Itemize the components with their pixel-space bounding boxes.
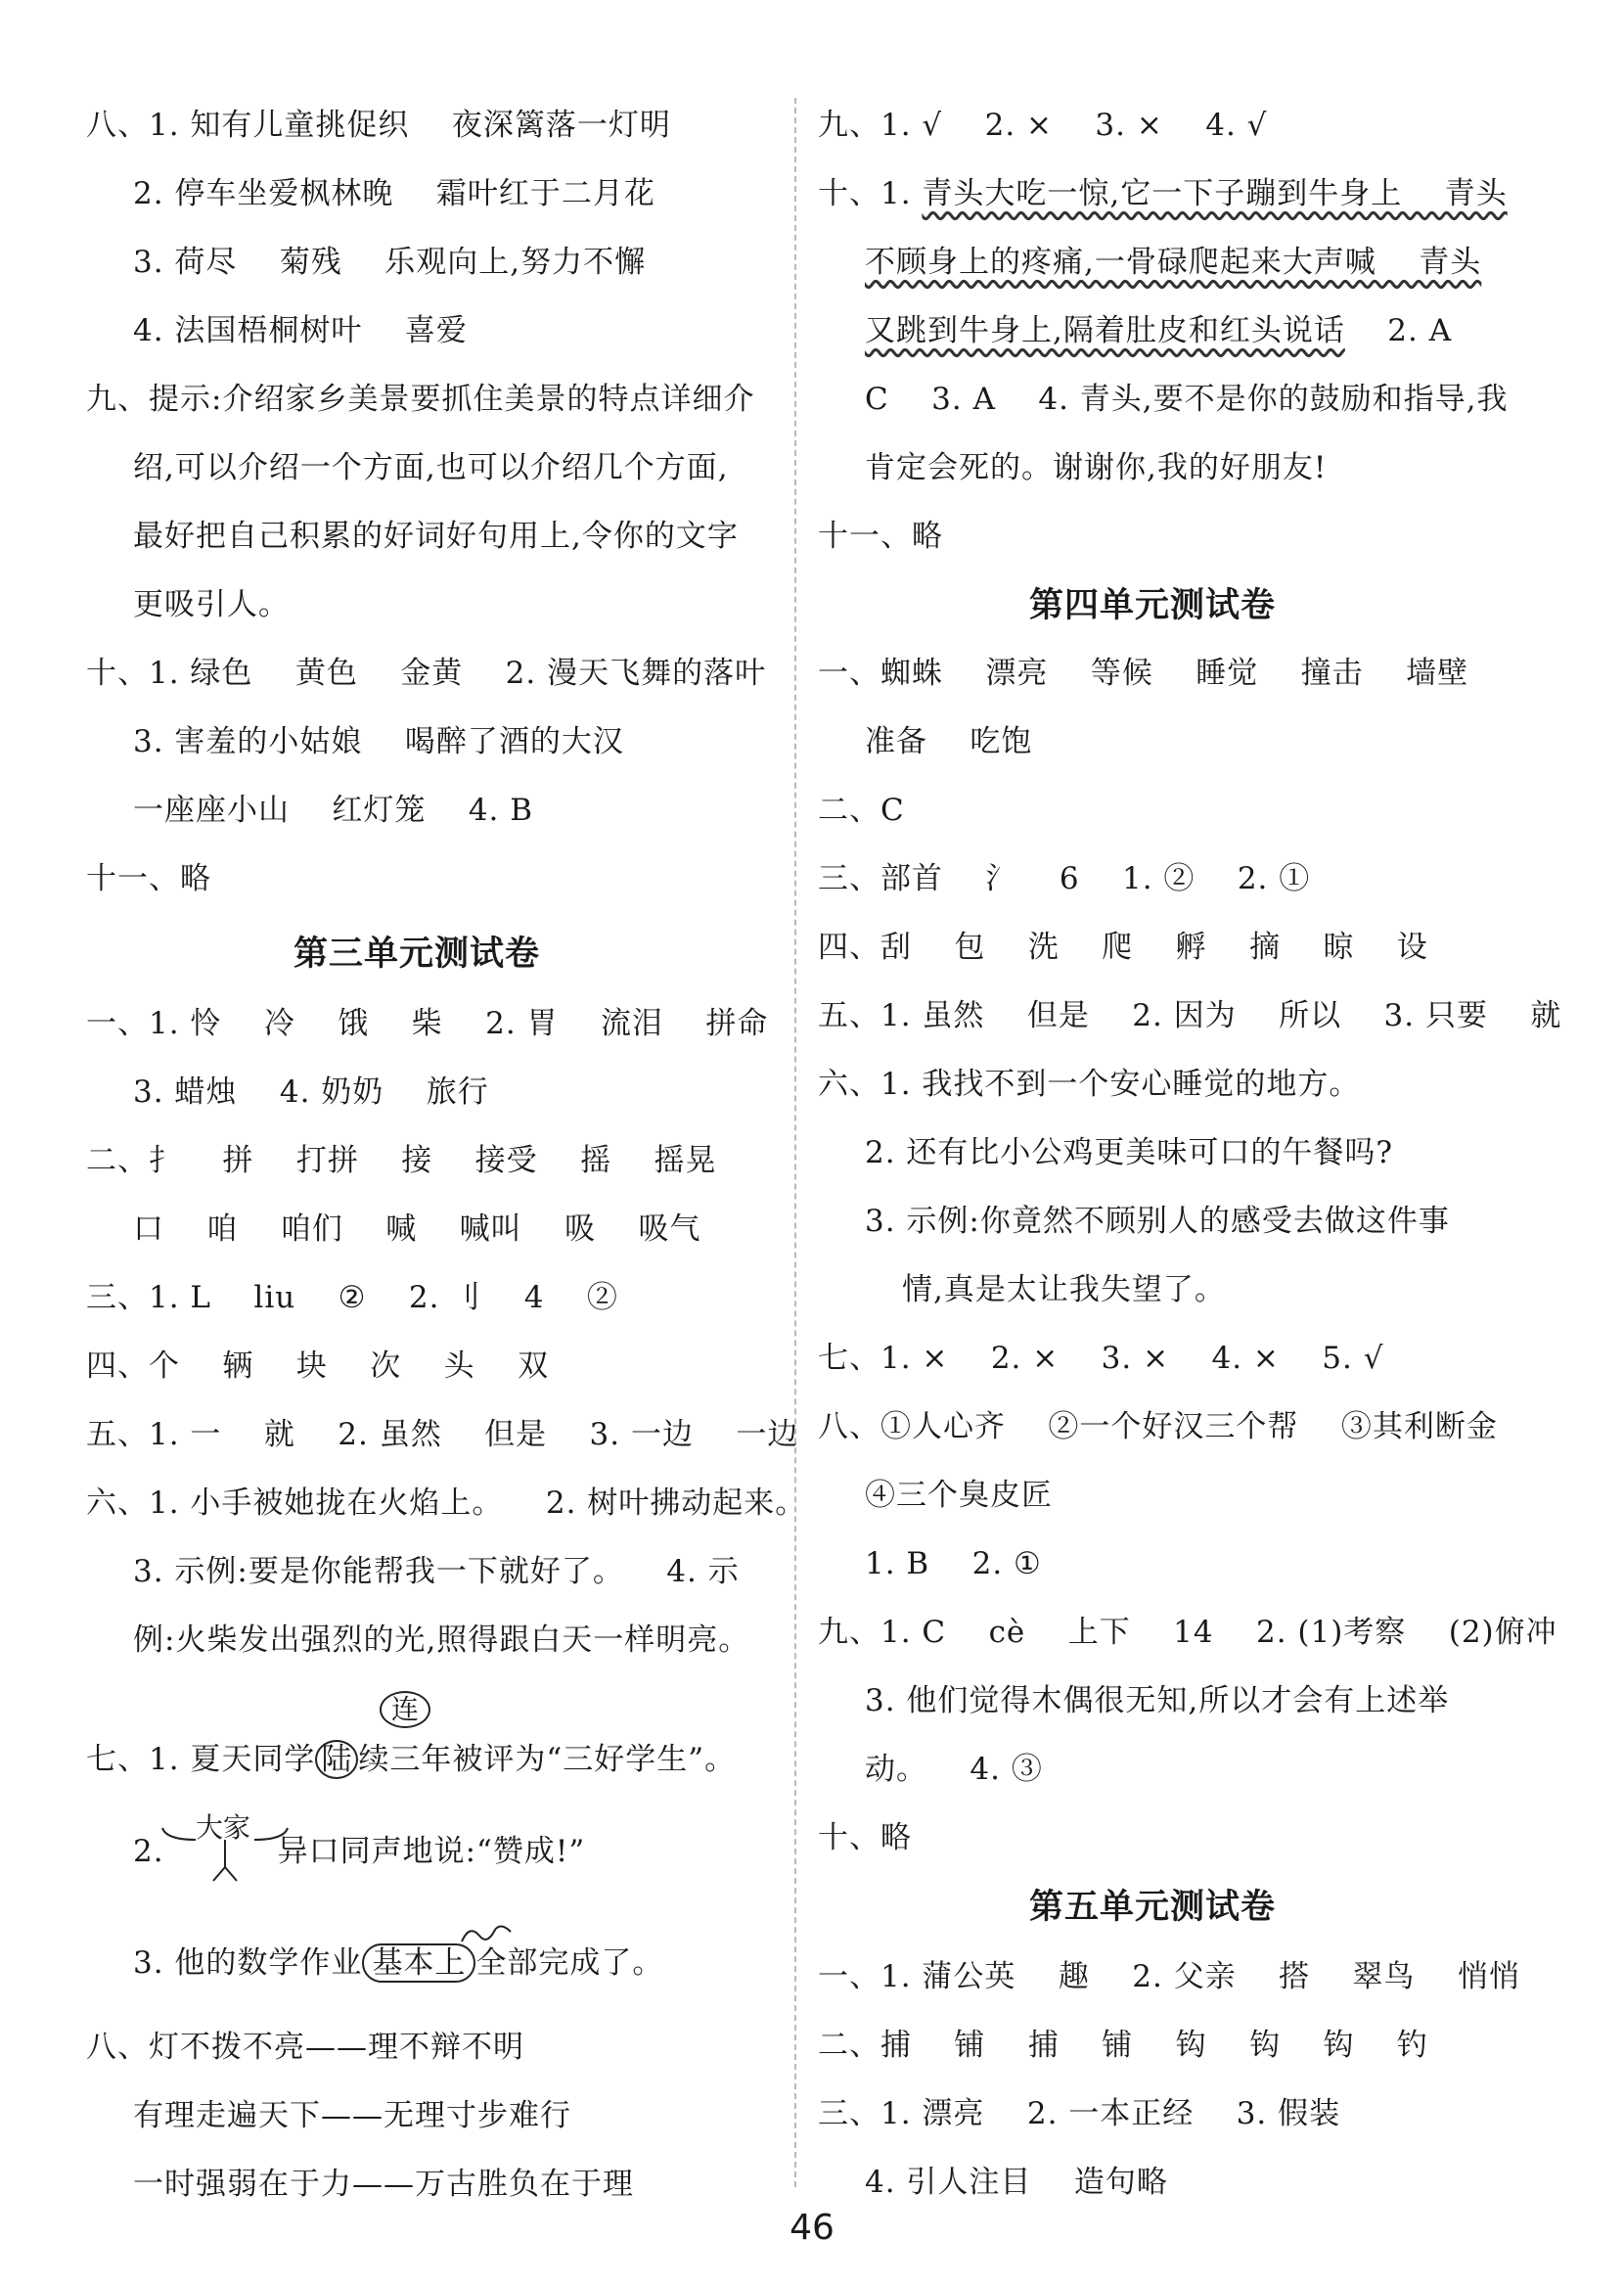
unit5-title: 第五单元测试卷 <box>1029 1888 1277 1927</box>
answer-line: 十、1. 青头大吃一惊,它一下子蹦到牛身上 青头 <box>818 176 1508 211</box>
answer-line: 六、1. 我找不到一个安心睡觉的地方。 <box>818 1067 1361 1102</box>
unit4-title: 第四单元测试卷 <box>1029 586 1277 625</box>
answer-line: 十一、略 <box>86 861 211 896</box>
answer-line: 七、1. × 2. × 3. × 4. × 5. √ <box>818 1341 1384 1376</box>
answer-line: 一、1. 蒲公英 趣 2. 父亲 搭 翠鸟 悄悄 <box>818 1959 1520 1994</box>
answer-line: 3. 示例:你竟然不顾别人的感受去做这件事 <box>865 1204 1450 1239</box>
answer-line: 最好把自己积累的好词好句用上,令你的文字 <box>133 519 739 554</box>
answer-line: 3. 他们觉得木偶很无知,所以才会有上述举 <box>865 1683 1450 1718</box>
answer-line: 二、捕 铺 捕 铺 钩 钩 钩 钓 <box>818 2028 1428 2063</box>
answer-line: 二、扌 拼 打拼 接 接受 摇 摇晃 <box>86 1143 717 1178</box>
answer-line: 情,真是太让我失望了。 <box>902 1272 1226 1307</box>
circled-phrase: 基本上 <box>362 1943 475 1983</box>
answer-line: 九、1. √ 2. × 3. × 4. √ <box>818 108 1268 143</box>
answer-line: 一时强弱在于力——万古胜负在于理 <box>133 2167 634 2202</box>
unit3-title: 第三单元测试卷 <box>293 935 541 974</box>
answer-line: 五、1. 虽然 但是 2. 因为 所以 3. 只要 就 <box>818 998 1562 1033</box>
answer-line: 例:火柴发出强烈的光,照得跟白天一样明亮。 <box>133 1622 750 1658</box>
answer-line: 一、1. 怜 冷 饿 柴 2. 胃 流泪 拼命 <box>86 1006 769 1041</box>
answer-line: 3. 荷尽 菊残 乐观向上,努力不懈 <box>133 245 647 280</box>
page-number: 46 <box>789 2208 835 2248</box>
answer-line: 口 咱 咱们 喊 喊叫 吸 吸气 <box>133 1211 701 1247</box>
answer-line: 一、蜘蛛 漂亮 等候 睡觉 撞击 墙壁 <box>818 656 1469 691</box>
answer-line: 五、1. 一 就 2. 虽然 但是 3. 一边 一边 <box>86 1417 799 1452</box>
answer-line: 三、1. L liu ② 2. 刂 4 ② <box>86 1280 618 1315</box>
answer-line: 2. 还有比小公鸡更美味可口的午餐吗? <box>865 1135 1394 1170</box>
answer-line: 2. 停车坐爱枫林晚 霜叶红于二月花 <box>133 176 655 211</box>
answer-line: 十一、略 <box>818 519 943 554</box>
answer-line: 一座座小山 红灯笼 4. B <box>133 793 534 828</box>
answer-line: 绍,可以介绍一个方面,也可以介绍几个方面, <box>133 450 729 485</box>
answer-line: 八、①人心齐 ②一个好汉三个帮 ③其利断金 <box>818 1409 1498 1444</box>
answer-line: 有理走遍天下——无理寸步难行 <box>133 2098 571 2133</box>
answer-line: 六、1. 小手被她拢在火焰上。 2. 树叶拂动起来。 <box>86 1485 807 1521</box>
answer-line: 二、C <box>818 793 905 828</box>
answer-line: 4. 引人注目 造句略 <box>865 2165 1168 2200</box>
column-divider <box>794 98 796 2187</box>
answer-line: C 3. A 4. 青头,要不是你的鼓励和指导,我 <box>865 382 1509 417</box>
insert-mark: 连 <box>380 1691 430 1728</box>
answer-line: 不顾身上的疼痛,一骨碌爬起来大声喊 青头 <box>865 245 1482 280</box>
q7-line-1: 七、1. 夏天同学 陆 续三年被评为“三好学生”。 <box>86 1742 737 1777</box>
insert-caret-icon <box>157 1810 293 1889</box>
answer-line: 四、个 辆 块 次 头 双 <box>86 1348 550 1384</box>
answer-line: 十、1. 绿色 黄色 金黄 2. 漫天飞舞的落叶 <box>86 656 767 691</box>
move-mark-icon <box>458 1922 517 1945</box>
answer-line: 十、略 <box>818 1820 912 1855</box>
answer-line: 4. 法国梧桐树叶 喜爱 <box>133 313 468 348</box>
answer-line: 又跳到牛身上,隔着肚皮和红头说话 2. A <box>865 313 1453 348</box>
answer-line: 3. 蜡烛 4. 奶奶 旅行 <box>133 1074 489 1110</box>
answer-line: 1. B 2. ① <box>865 1546 1042 1581</box>
answer-line: 八、灯不拨不亮——理不辩不明 <box>86 2030 524 2065</box>
answer-line: 准备 吃饱 <box>865 724 1033 759</box>
answer-line: 3. 示例:要是你能帮我一下就好了。 4. 示 <box>133 1554 740 1589</box>
answer-line: 九、提示:介绍家乡美景要抓住美景的特点详细介 <box>86 382 755 417</box>
answer-line: 八、1. 知有儿童挑促织 夜深篱落一灯明 <box>86 108 671 143</box>
answer-line: 3. 害羞的小姑娘 喝醉了酒的大汉 <box>133 724 624 759</box>
q7-line-3: 3. 他的数学作业 基本上 全部完成了。 <box>133 1945 664 1981</box>
answer-line: 三、1. 漂亮 2. 一本正经 3. 假装 <box>818 2096 1341 2131</box>
answer-line: 更吸引人。 <box>133 587 290 622</box>
answer-line: ④三个臭皮匠 <box>865 1478 1053 1513</box>
answer-line: 三、部首 氵 6 1. ② 2. ① <box>818 861 1311 896</box>
answer-line: 九、1. C cè 上下 14 2. (1)考察 (2)俯冲 <box>818 1615 1557 1650</box>
q7-line-2: 2. 异口同声地说:“赞成!” <box>133 1834 586 1869</box>
circled-char: 陆 <box>315 1740 358 1779</box>
answer-line: 四、刮 包 洗 爬 孵 摘 晾 设 <box>818 930 1428 965</box>
answer-line: 动。 4. ③ <box>865 1752 1043 1787</box>
answer-line: 肯定会死的。谢谢你,我的好朋友! <box>865 450 1328 485</box>
insert-mark: 大家 <box>196 1811 251 1844</box>
